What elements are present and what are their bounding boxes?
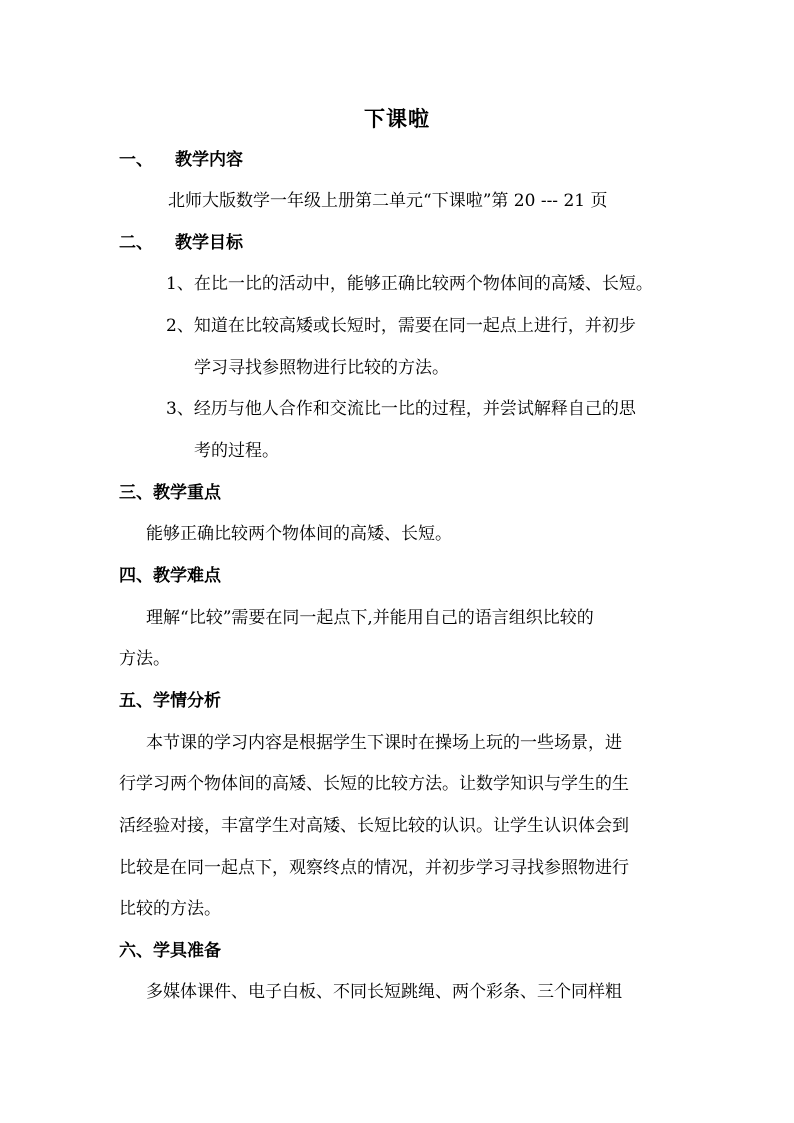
section-3-heading: 三、教学重点 [119,483,221,503]
section-6-line-1: 多媒体课件、电子白板、不同长短跳绳、两个彩条、三个同样粗 [146,982,622,1002]
section-2-number: 二、 [119,233,153,253]
section-5-line-2: 行学习两个物体间的高矮、长短的比较方法。让数学知识与学生的生 [119,774,629,794]
objective-3: 3、经历与他人合作和交流比一比的过程，并尝试解释自己的思 [166,399,636,419]
section-5-line-1: 本节课的学习内容是根据学生下课时在操场上玩的一些场景，进 [146,733,622,753]
section-4-heading: 四、教学难点 [119,566,221,586]
section-5-line-5: 比较的方法。 [119,899,221,919]
section-2-heading [119,231,243,255]
section-5-line-3: 活经验对接，丰富学生对高矮、长短比较的认识。让学生认识体会到 [119,816,629,836]
section-1-heading [119,148,243,172]
objective-1: 1、在比一比的活动中，能够正确比较两个物体间的高矮、长短。 [166,274,653,294]
section-1-title: 教学内容 [175,150,243,170]
section-5-line-4: 比较是在同一起点下，观察终点的情况，并初步学习寻找参照物进行 [119,858,629,878]
section-1-number: 一、 [119,150,153,170]
objective-2-continued: 学习寻找参照物进行比较的方法。 [194,358,449,378]
objective-2: 2、知道在比较高矮或长短时，需要在同一起点上进行，并初步 [166,316,636,336]
objective-3-continued: 考的过程。 [194,441,279,461]
section-3-line-1: 能够正确比较两个物体间的高矮、长短。 [146,524,452,544]
section-2-title: 教学目标 [175,233,243,253]
section-1-line-1: 北师大版数学一年级上册第二单元“下课啦”第 20 --- 21 页 [168,191,608,211]
document-title: 下课啦 [364,106,430,131]
section-6-heading: 六、学具准备 [119,941,221,961]
section-4-line-1: 理解“比较”需要在同一起点下,并能用自己的语言组织比较的 [146,608,594,628]
section-5-heading: 五、学情分析 [119,691,221,711]
section-4-line-2: 方法。 [119,649,170,669]
